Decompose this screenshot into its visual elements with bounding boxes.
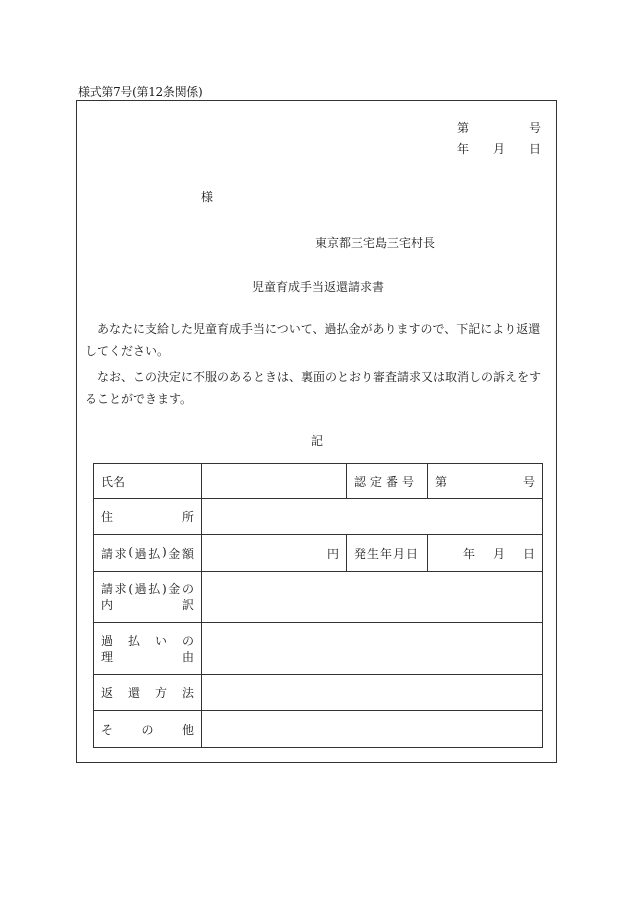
name-label-cell — [94, 464, 202, 499]
other-value-cell[interactable] — [202, 711, 543, 748]
occurrence-year: 年 — [462, 546, 475, 561]
addressee-suffix: 様 — [201, 190, 214, 204]
cert-number-label-cell — [347, 464, 428, 499]
doc-date-day: 日 — [529, 142, 542, 156]
table-row — [94, 535, 543, 572]
name-value-cell[interactable] — [202, 464, 347, 499]
details-table — [93, 463, 543, 748]
other-label: そ の 他 — [101, 722, 194, 737]
address-label: 住 所 — [101, 510, 194, 524]
doc-date-year: 年 — [457, 142, 470, 156]
table-row — [94, 572, 543, 623]
doc-number-suffix: 号 — [529, 121, 542, 135]
table-row — [94, 464, 543, 499]
amount-value-cell[interactable] — [202, 535, 347, 572]
yen-unit: 円 — [326, 546, 339, 561]
reason-label-cell — [94, 623, 202, 675]
other-label-cell — [94, 711, 202, 748]
table-row — [94, 711, 543, 748]
occurrence-day: 日 — [522, 546, 535, 561]
cert-number-value-cell[interactable] — [428, 464, 543, 499]
reason-label-line1: 過 払 い の — [101, 633, 194, 648]
amount-label-cell — [94, 535, 202, 572]
table-row — [94, 623, 543, 675]
occurrence-value-cell[interactable] — [428, 535, 543, 572]
cert-number-prefix: 第 — [435, 474, 448, 489]
method-label: 返 還 方 法 — [101, 686, 194, 700]
breakdown-label-line1: 請 求 ( 過 払 ) 金 の — [101, 582, 194, 596]
body-paragraph-1: あなたに支給した児童育成手当について、過払金がありますので、下記により返還してください。 — [85, 322, 541, 358]
name-label: 氏名 — [101, 474, 126, 489]
form-number-label: 様式第7号(第12条関係) — [78, 85, 203, 99]
reason-value-cell[interactable] — [202, 623, 543, 675]
table-row — [94, 499, 543, 535]
method-value-cell[interactable] — [202, 675, 543, 711]
breakdown-value-cell[interactable] — [202, 572, 543, 623]
cert-number-label: 認定番号 — [354, 474, 419, 489]
table-row — [94, 675, 543, 711]
method-label-cell — [94, 675, 202, 711]
document-title: 児童育成手当返還請求書 — [252, 280, 385, 294]
address-label-cell — [94, 499, 202, 535]
reason-label-line2: 理 由 — [101, 649, 194, 664]
cert-number-suffix: 号 — [522, 474, 535, 489]
breakdown-label-cell — [94, 572, 202, 623]
body-paragraph-2: なお、この決定に不服のあるときは、裏面のとおり審査請求又は取消しの訴えをすることができます。 — [85, 370, 542, 406]
occurrence-label-cell — [347, 535, 428, 572]
ki-heading: 記 — [311, 434, 324, 448]
address-value-cell[interactable] — [202, 499, 543, 535]
occurrence-month: 月 — [492, 546, 505, 561]
breakdown-label-line2: 内 訳 — [101, 598, 194, 612]
issuer-name: 東京都三宅島三宅村長 — [315, 236, 436, 250]
doc-date-month: 月 — [493, 142, 506, 156]
amount-label: 請 求 ( 過 払 ) 金 額 — [101, 544, 194, 561]
doc-number-prefix: 第 — [457, 121, 470, 135]
occurrence-label: 発生年月日 — [354, 546, 420, 561]
